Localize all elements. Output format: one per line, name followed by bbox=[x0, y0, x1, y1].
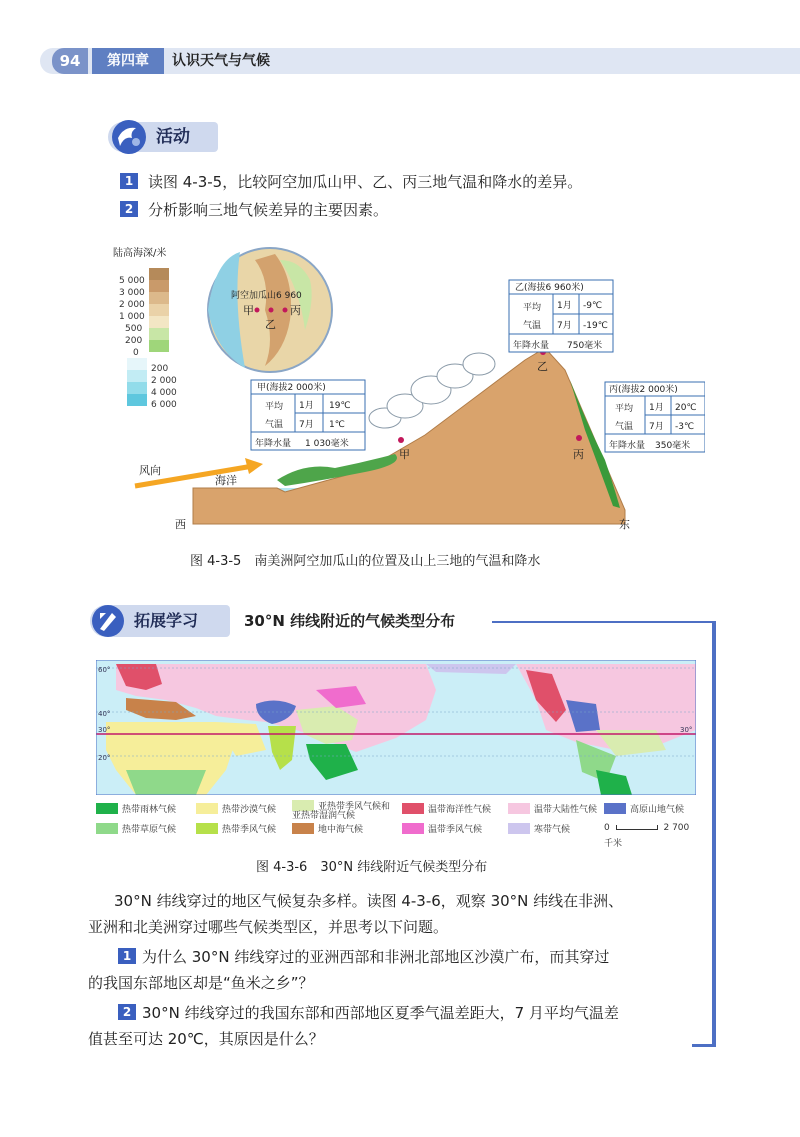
question-number: 1 bbox=[118, 948, 136, 964]
intro-line-2: 亚洲和北美洲穿过哪些气候类型区，并思考以下问题。 bbox=[88, 918, 449, 936]
climate-map bbox=[96, 660, 696, 795]
wind-label: 风向 bbox=[139, 464, 161, 477]
activity-label: 活动 bbox=[156, 127, 190, 147]
yi-table bbox=[509, 280, 613, 352]
svg-text:60°: 60° bbox=[98, 666, 111, 674]
svg-text:平均: 平均 bbox=[615, 404, 634, 414]
svg-text:20°: 20° bbox=[98, 754, 111, 762]
depth-label: 200 bbox=[151, 364, 169, 374]
mountain-figure bbox=[105, 240, 705, 540]
ocean-label: 海洋 bbox=[215, 474, 237, 487]
legend-item: 亚热带季风气候和亚热带湿润气候 bbox=[292, 802, 391, 821]
svg-text:年降水量: 年降水量 bbox=[513, 341, 550, 351]
svg-text:20℃: 20℃ bbox=[675, 403, 697, 413]
svg-text:750毫米: 750毫米 bbox=[567, 341, 603, 351]
depth-legend bbox=[127, 358, 177, 410]
svg-text:平均: 平均 bbox=[523, 303, 542, 313]
west-label: 西 bbox=[175, 518, 186, 531]
legend-item: 热带雨林气候 bbox=[96, 802, 176, 818]
elev-label: 0 bbox=[133, 348, 139, 358]
extension-title: 30°N 纬线附近的气候类型分布 bbox=[244, 612, 456, 630]
inset-jia: 甲 bbox=[243, 304, 254, 317]
svg-text:7月: 7月 bbox=[299, 420, 314, 430]
figure1-caption: 图 4-3-5 南美洲阿空加瓜山的位置及山上三地的气温和降水 bbox=[190, 554, 541, 569]
svg-text:1℃: 1℃ bbox=[329, 420, 345, 430]
elev-label: 200 bbox=[125, 336, 143, 346]
svg-text:气温: 气温 bbox=[523, 321, 542, 331]
svg-text:年降水量: 年降水量 bbox=[255, 439, 292, 449]
question-number: 1 bbox=[120, 173, 138, 189]
svg-text:30°: 30° bbox=[98, 726, 111, 734]
svg-text:1月: 1月 bbox=[299, 401, 314, 411]
activity-question-1 bbox=[120, 170, 582, 194]
legend-title: 陆高海深/米 bbox=[113, 248, 167, 259]
svg-text:19℃: 19℃ bbox=[329, 401, 351, 411]
figure2-caption: 图 4-3-6 30°N 纬线附近气候类型分布 bbox=[256, 860, 488, 875]
point-bing: 丙 bbox=[573, 448, 584, 461]
legend-item: 温带季风气候 bbox=[402, 822, 482, 838]
svg-text:年降水量: 年降水量 bbox=[609, 441, 646, 451]
elev-label: 5 000 bbox=[119, 276, 145, 286]
svg-text:-9℃: -9℃ bbox=[583, 301, 603, 311]
svg-text:1月: 1月 bbox=[557, 301, 572, 311]
activity-icon bbox=[110, 118, 148, 156]
q2-line-2: 值甚至可达 20℃，其原因是什么？ bbox=[88, 1030, 324, 1048]
jia-table bbox=[251, 380, 365, 450]
svg-text:气温: 气温 bbox=[615, 422, 634, 432]
point-yi: 乙 bbox=[537, 360, 548, 373]
extension-icon bbox=[90, 603, 126, 639]
inset-map bbox=[208, 248, 332, 372]
svg-text:30°: 30° bbox=[680, 726, 693, 734]
q1-line-1: 1 为什么 30°N 纬线穿过的亚洲西部和非洲北部地区沙漠广布，而其穿过 bbox=[88, 944, 708, 970]
bing-table bbox=[605, 382, 705, 452]
svg-text:丙(海拔2 000米): 丙(海拔2 000米) bbox=[609, 385, 678, 395]
legend-item: 寒带气候 bbox=[508, 822, 570, 838]
svg-text:7月: 7月 bbox=[649, 422, 664, 432]
point-jia: 甲 bbox=[399, 448, 410, 461]
svg-text:甲(海拔2 000米): 甲(海拔2 000米) bbox=[257, 383, 326, 393]
svg-text:7月: 7月 bbox=[557, 321, 572, 331]
elev-label: 1 000 bbox=[119, 312, 145, 322]
legend-item: 热带沙漠气候 bbox=[196, 802, 276, 818]
question-number: 2 bbox=[118, 1004, 136, 1020]
inset-mountain-label: 阿空加瓜山6 960 bbox=[231, 291, 302, 301]
depth-label: 4 000 bbox=[151, 388, 177, 398]
legend-item: 地中海气候 bbox=[292, 822, 363, 838]
elev-label: 2 000 bbox=[119, 300, 145, 310]
svg-text:气温: 气温 bbox=[265, 420, 284, 430]
elev-label: 3 000 bbox=[119, 288, 145, 298]
east-label: 东 bbox=[619, 518, 630, 531]
chapter-title: 认识天气与气候 bbox=[172, 53, 270, 69]
svg-text:350毫米: 350毫米 bbox=[655, 441, 691, 451]
question-text: 分析影响三地气候差异的主要因素。 bbox=[148, 201, 389, 219]
svg-text:-3℃: -3℃ bbox=[675, 422, 695, 432]
legend-item: 温带海洋性气候 bbox=[402, 802, 491, 818]
climate-legend bbox=[96, 800, 696, 849]
question-text: 读图 4-3-5，比较阿空加瓜山甲、乙、丙三地气温和降水的差异。 bbox=[148, 173, 583, 191]
inset-bing: 丙 bbox=[290, 304, 301, 317]
elevation-legend bbox=[119, 268, 169, 358]
legend-item: 热带草原气候 bbox=[96, 822, 176, 838]
extension-label: 拓展学习 bbox=[134, 611, 199, 630]
svg-text:1月: 1月 bbox=[649, 403, 664, 413]
activity-question-2 bbox=[120, 198, 388, 222]
svg-text:40°: 40° bbox=[98, 710, 111, 718]
svg-text:1 030毫米: 1 030毫米 bbox=[305, 439, 349, 449]
inset-yi: 乙 bbox=[265, 318, 276, 331]
page-number: 94 bbox=[52, 48, 88, 74]
chapter-label: 第四章 bbox=[92, 48, 164, 74]
depth-label: 6 000 bbox=[151, 400, 177, 410]
scale-bar: 0 2 700千米 bbox=[604, 823, 690, 849]
svg-text:-19℃: -19℃ bbox=[583, 321, 608, 331]
question-number: 2 bbox=[120, 201, 138, 217]
legend-item: 热带季风气候 bbox=[196, 822, 276, 838]
intro-line-1: 30°N 纬线穿过的地区气候复杂多样。读图 4-3-6，观察 30°N 纬线在非洲、 bbox=[114, 892, 624, 910]
legend-item: 高原山地气候 bbox=[604, 802, 684, 818]
q1-line-2: 的我国东部地区却是“鱼米之乡”？ bbox=[88, 974, 314, 992]
elev-label: 500 bbox=[125, 324, 143, 334]
legend-item: 温带大陆性气候 bbox=[508, 802, 597, 818]
title-rule bbox=[492, 621, 714, 623]
q2-line-1: 2 30°N 纬线穿过的我国东部和西部地区夏季气温差距大，7 月平均气温差 bbox=[88, 1000, 708, 1026]
svg-text:乙(海拔6 960米): 乙(海拔6 960米) bbox=[515, 283, 584, 293]
depth-label: 2 000 bbox=[151, 376, 177, 386]
svg-text:平均: 平均 bbox=[265, 402, 284, 412]
section-rule-vertical bbox=[712, 621, 716, 1046]
